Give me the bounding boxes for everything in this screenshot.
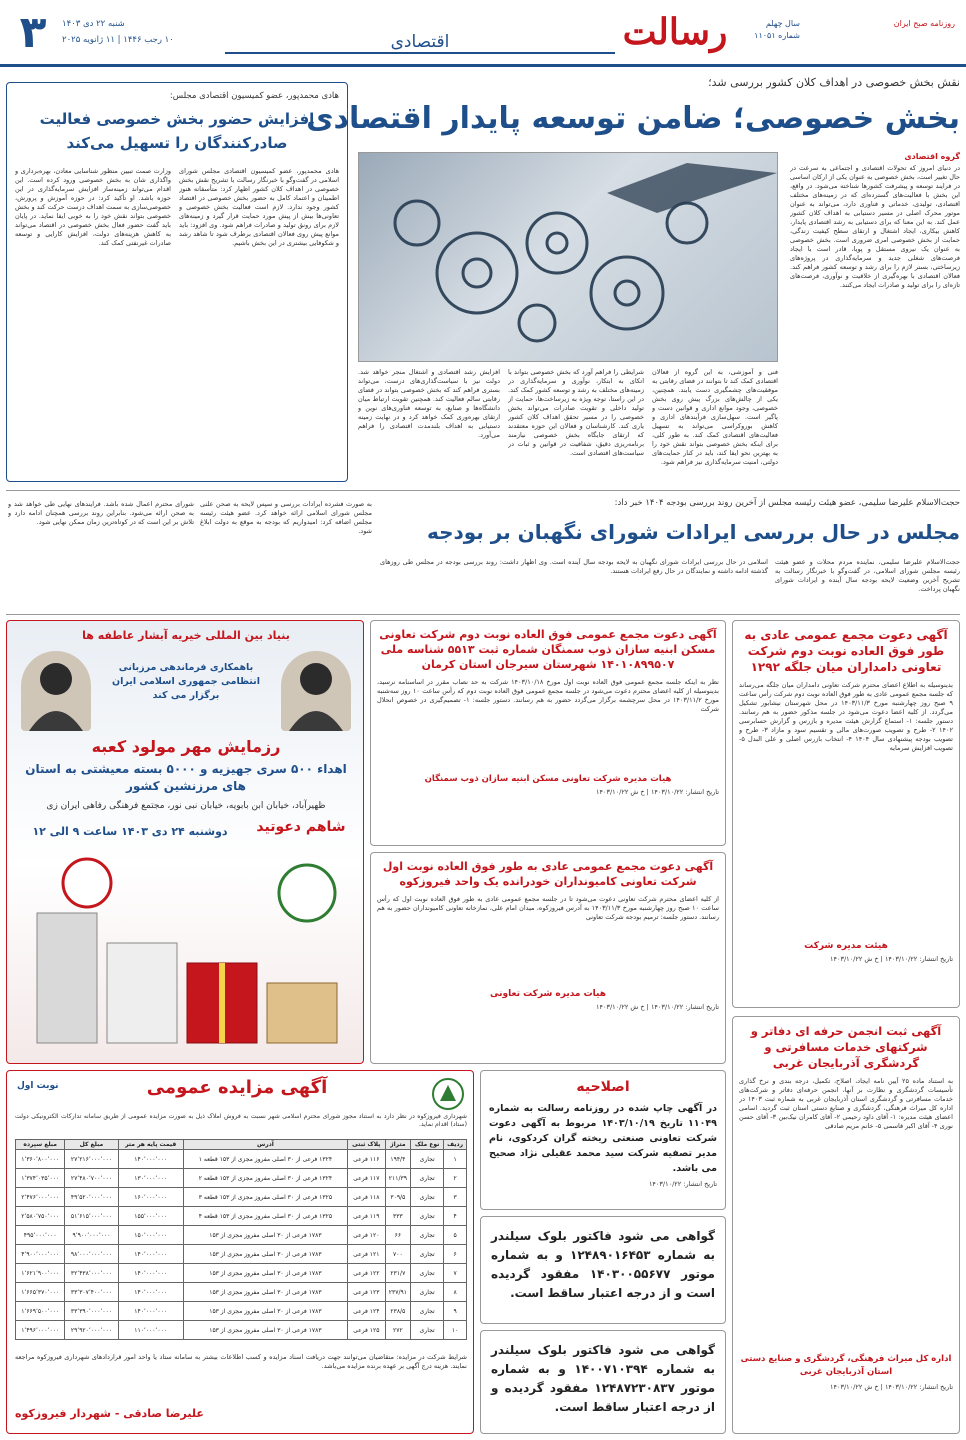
table-cell: ۲۱۱/۳۹: [385, 1169, 410, 1188]
ad-tourism-signature: اداره کل میراث فرهنگی، گردشگری و صنایع دستی استان آذربایجان غربی: [740, 1354, 952, 1377]
table-row: [16, 1188, 467, 1207]
ad-dairy-signature: هیئت مدیره شرکت: [804, 941, 888, 951]
table-cell: ۸: [444, 1283, 467, 1302]
table-cell: ۱٬۶۲۱٬۹۰۰٬۰۰۰: [16, 1264, 65, 1283]
side-col1: هادی محمدپور، عضو کمیسیون اقتصادی مجلس شورای اسلامی در گفت‌وگو با خبرنگار رسالت با تشریح نقش بخش خصوصی در اهداف کلان کشور اظهار کرد: متأسفانه هنوز اطمینان و اعتماد کامل به حضور بخش خصوصی در اقتصاد کشور وجود ندارد. لازم است فعالیت بخش خصوصی و تعاونی‌ها بیش از پیش مورد حمایت قرار گیرد و زمینه‌های لازم برای رونق تولید و صادرات فراهم شود. وی افزود: باید موانع پیش روی فعالان اقتصادی برطرف شود تا شاهد رشد و شکوفایی بیشتری در این بخش باشیم.: [179, 167, 339, 247]
ad-tourism-title: آگهی ثبت انجمن حرفه ای دفاتر و شرکتهای خدمات مسافرتی و گردشگری آذربایجان غربی: [750, 1024, 942, 1070]
table-cell: تجاری: [411, 1226, 444, 1245]
ad-truck-coop: [370, 852, 726, 1064]
table-cell: ۱۲۴ فرعی: [347, 1302, 385, 1321]
promo-time: دوشنبه ۲۴ دی ۱۴۰۳ ساعت ۹ الی ۱۲: [32, 825, 228, 838]
promo-gift: اهداء ۵۰۰ سری جهیزیه و ۵۰۰۰ بسته معیشتی به استان های مرزنشین کشور: [25, 762, 347, 793]
auction-header-cell: مبلغ سپرده: [16, 1140, 65, 1150]
table-cell: ۱۷۸۳ فرعی از ۳۰ اصلی مفروز مجزی از ۱۵۳: [183, 1264, 347, 1283]
table-cell: ۱۴۰٬۰۰۰٬۰۰۰: [118, 1150, 183, 1169]
table-cell: ۲۷٬۴۸۰٬۷۰۰٬۰۰۰: [65, 1169, 118, 1188]
table-cell: ۵: [444, 1226, 467, 1245]
ad-housing-dates: تاریخ انتشار: ۱۴۰۳/۱۰/۲۲ | خ ش ۱۴۰۳/۱۰/۲۲: [596, 788, 719, 796]
table-cell: ۵۱٬۶۱۵٬۰۰۰٬۰۰۰: [65, 1207, 118, 1226]
table-cell: ۱۴۰٬۰۰۰٬۰۰۰: [118, 1264, 183, 1283]
table-cell: تجاری: [411, 1188, 444, 1207]
table-cell: ۱۱۷ فرعی: [347, 1169, 385, 1188]
side-title: افزایش حضور بخش خصوصی فعالیت صادرکنندگان را تسهیل می‌کند: [39, 110, 315, 152]
table-cell: ۱۳۲۴ فرعی از ۳۰ اصلی مفروز مجزی از ۱۵۳ قطعه ۲: [183, 1169, 347, 1188]
table-cell: ۱۵۵٬۰۰۰٬۰۰۰: [118, 1207, 183, 1226]
table-cell: ۱۷۸۳ فرعی از ۳۰ اصلی مفروز مجزی از ۱۵۳: [183, 1302, 347, 1321]
section-title-bar: [225, 30, 615, 54]
table-cell: تجاری: [411, 1302, 444, 1321]
table-cell: ۱۱۶ فرعی: [347, 1150, 385, 1169]
table-cell: ۱۴۰٬۰۰۰٬۰۰۰: [118, 1245, 183, 1264]
table-row: [16, 1245, 467, 1264]
table-cell: ۶: [444, 1245, 467, 1264]
correction-notice: [480, 1070, 726, 1210]
table-cell: ۱۱۰٬۰۰۰٬۰۰۰: [118, 1321, 183, 1340]
ad-dairy-coop: [732, 620, 960, 1008]
ad-dairy-body: بدینوسیله به اطلاع اعضای محترم شرکت تعاونی دامداران میان جلگه می‌رساند که جلسه مجمع عمومی عادی به طور فوق العاده نوبت دوم شرکت رأس ساعت ۹ صبح روز چهارشنبه مورخ ۱۴۰۳/۱۱/۳ در محل شهرستان نیشابور تشکیل می‌گردد. از کلیه اعضا دعوت می‌شود در جلسه مذکور حضور به هم رسانند. دستور جلسه: ۱- استماع گزارش هیئت مدیره و بازرس و گزارش حسابرسی ۱۴۰۲ ۲- طرح و تصویب صورت‌های مالی و تقسیم سود و مازاد ۳- طرح و تصویب بودجه پیشنهادی سال ۱۴۰۴ ۴- انتخاب بازرس اصلی و علی البدل ۵- تصویب افزایش سرمایه: [739, 681, 953, 752]
table-cell: ۱۳۰٬۰۰۰٬۰۰۰: [118, 1169, 183, 1188]
promo-org: بنیاد بین المللی خیریه آبشار عاطفه ها: [82, 629, 290, 642]
table-cell: ۳: [444, 1188, 467, 1207]
table-cell: ۱۴۰٬۰۰۰٬۰۰۰: [118, 1302, 183, 1321]
side-byline: هادی محمدپور، عضو کمیسیون اقتصادی مجلس:: [169, 91, 339, 101]
lead-title: بخش خصوصی؛ ضامن توسعه پایدار اقتصادی: [306, 101, 960, 136]
table-cell: ۹۸٬۰۰۰٬۰۰۰٬۰۰۰: [65, 1245, 118, 1264]
section-title: اقتصادی: [390, 32, 450, 52]
charity-promo: [6, 620, 364, 1064]
table-row: [16, 1150, 467, 1169]
auction-notice: [6, 1070, 474, 1434]
correction-dates: تاریخ انتشار: ۱۴۰۳/۱۰/۲۲: [648, 1180, 717, 1188]
table-cell: ۶۶: [385, 1226, 410, 1245]
table-cell: ۷: [444, 1264, 467, 1283]
auction-header-cell: ردیف: [444, 1140, 467, 1150]
majlis-col2: اسلامی در حال بررسی ایرادات شورای نگهبان به لایحه بودجه سال آینده است. وی اظهار داشت: روند بررسی بودجه در مجلس طی روزهای گذشته ادامه داشته و نمایندگان در حال رفع ایرادات هستند.: [380, 558, 768, 575]
municipality-logo-icon: [431, 1077, 465, 1111]
table-cell: ۱۳۲۵ فرعی از ۳۰ اصلی مفروز مجزی از ۱۵۳ قطعه ۳: [183, 1188, 347, 1207]
table-cell: تجاری: [411, 1321, 444, 1340]
ad-truck-title: آگهی دعوت مجمع عمومی عادی به طور فوق العاده نوبت اول شرکت تعاونی کامیونداران خودرانده یک واحد فیروزکوه: [382, 860, 714, 888]
ad-dairy-dates: تاریخ انتشار: ۱۴۰۳/۱۰/۲۲ | خ ش ۱۴۰۳/۱۰/۲۲: [830, 955, 953, 963]
lost-notice-2: [480, 1330, 726, 1434]
table-cell: ۷۰۰: [385, 1245, 410, 1264]
majlis-title: مجلس در حال بررسی ایرادات شورای نگهبان بر بودجه: [426, 520, 960, 544]
majlis-kicker: حجت‌الاسلام علیرضا سلیمی، عضو هیئت رئیسه مجلس از آخرین روند بررسی بودجه ۱۴۰۴ خبر داد:: [614, 498, 960, 508]
table-row: [16, 1226, 467, 1245]
table-cell: ۱۷۸۳ فرعی از ۳۰ اصلی مفروز مجزی از ۱۵۳: [183, 1321, 347, 1340]
side-article: [6, 82, 348, 482]
portrait-icon: [21, 651, 91, 731]
lead-col1: در دنیای امروز که تحولات اقتصادی و اجتماعی به سرعت در حال تغییر است، بخش خصوصی به عنوان یکی از ارکان اساسی در فرایند توسعه و پیشرفت کشورها شناخته می‌شود. در واقع، این بخش با فعالیت‌های گسترده‌ای که در زمینه‌های مختلف اقتصادی، تولیدی، خدماتی و فناوری دارد، می‌تواند به عنوان موتور محرک اصلی در مسیر دستیابی به اهداف کلان کشور عمل کند. به این معنا که برای دستیابی به رشد اقتصادی پایدار، کاهش بیکاری، ایجاد اشتغال و ارتقای سطح کیفیت زندگی، حمایت از بخش خصوصی امری ضروری است. بخش خصوصی به عنوان یک نیروی مستقل و پویا، قادر است با ایجاد فرصت‌های شغلی جدید و سرمایه‌گذاری در پروژه‌های زیرساختی، بستر لازم را برای رشد و توسعه کشور فراهم کند. فعالان اقتصادی با بهره‌گیری از خلاقیت و نوآوری، فرصت‌های تازه‌ای را برای تولید و صادرات ایجاد می‌کنند.: [790, 164, 960, 289]
promo-portrait-left: [21, 651, 91, 731]
table-cell: ۱۲۲ فرعی: [347, 1264, 385, 1283]
table-cell: ۹٬۹۰۰٬۰۰۰٬۰۰۰: [65, 1226, 118, 1245]
promo-event: رزمایش مهر مولود کعبه: [91, 737, 281, 756]
table-row: [16, 1207, 467, 1226]
table-cell: تجاری: [411, 1283, 444, 1302]
table-row: [16, 1264, 467, 1283]
table-cell: ۱۲۵ فرعی: [347, 1321, 385, 1340]
table-cell: تجاری: [411, 1207, 444, 1226]
correction-title: اصلاحیه: [576, 1079, 630, 1095]
table-row: [16, 1321, 467, 1340]
auction-round: نوبت اول: [17, 1081, 59, 1091]
lead-col3: شرایطی را فراهم آورد که بخش خصوصی بتواند با اتکای به ابتکار، نوآوری و سرمایه‌گذاری در زمینه‌های مختلف به رشد و توسعه کشور کمک کند. در این راستا، توجه ویژه به زیرساخت‌ها، حمایت از تولید داخلی و تقویت صادرات می‌تواند بخش خصوصی را در مسیر تحقق اهداف کلان کشور یاری کند. کارشناسان و فعالان این حوزه معتقدند که ارتقای جایگاه بخش خصوصی نیازمند برنامه‌ریزی دقیق، شفافیت در قوانین و ثبات در سیاست‌های اقتصادی است.: [508, 368, 644, 457]
gifts-illustration: [27, 853, 347, 1053]
table-cell: ۱٬۶۶۹٬۵۰۰٬۰۰۰: [16, 1302, 65, 1321]
table-row: [16, 1283, 467, 1302]
table-row: [16, 1302, 467, 1321]
table-cell: ۱۶۰٬۰۰۰٬۰۰۰: [118, 1188, 183, 1207]
auction-table: [15, 1139, 467, 1340]
table-cell: ۲۳۷/۹۱: [385, 1283, 410, 1302]
lead-kicker: نقش بخش خصوصی در اهداف کلان کشور بررسی شد؛: [708, 76, 960, 89]
table-cell: ۱۷۸۳ فرعی از ۳۰ اصلی مفروز مجزی از ۱۵۳: [183, 1245, 347, 1264]
ad-dairy-title: آگهی دعوت مجمع عمومی عادی به طور فوق العاده نوبت دوم شرکت تعاونی دامداران میان جلگه ۱۲۹۲: [744, 628, 948, 674]
auction-notes: شرایط شرکت در مزایده: متقاضیان می‌توانند جهت دریافت اسناد مزایده و کسب اطلاعات بیشتر به سامانه ستاد یا واحد امور قراردادهای شهرداری فیروزکوه مراجعه نمایند. هزینه درج آگهی بر عهده برنده مزایده می‌باشد.: [15, 1353, 467, 1370]
ad-housing-title: آگهی دعوت مجمع عمومی فوق العاده نوبت دوم شرکت تعاونی مسکن ابنیه سازان ذوب سمنگان شماره ثبت ۵۵۱۳ شناسه ملی ۱۴۰۱۰۸۹۹۵۰۷ شهرستان سیرجان استان کرمان: [379, 628, 717, 671]
table-cell: ۱۲۳ فرعی: [347, 1283, 385, 1302]
table-cell: ۳۳۳: [385, 1207, 410, 1226]
table-row: [16, 1169, 467, 1188]
gears-illustration: [358, 153, 777, 362]
table-cell: ۱٬۶۶۵٬۳۷۰٬۰۰۰: [16, 1283, 65, 1302]
auction-signature: علیرضا صادقی - شهردار فیروزکوه: [15, 1407, 204, 1420]
table-cell: ۱۲۱ فرعی: [347, 1245, 385, 1264]
table-cell: ۱۵۰٬۰۰۰٬۰۰۰: [118, 1226, 183, 1245]
table-cell: ۱۷۸۳ فرعی از ۳۰ اصلی مفروز مجزی از ۱۵۳: [183, 1283, 347, 1302]
table-cell: ۹: [444, 1302, 467, 1321]
ad-truck-signature: هیات مدیره شرکت تعاونی: [490, 989, 606, 999]
promo-place: ظهیرآباد، خیابان ابن بابویه، خیابان نبی نور، مجتمع فرهنگی رفاهی ایران زی: [46, 801, 326, 811]
table-cell: ۱٬۳۶۰٬۸۰۰٬۰۰۰: [16, 1150, 65, 1169]
table-cell: ۲۷۲: [385, 1321, 410, 1340]
table-cell: ۲۳۱/۷: [385, 1264, 410, 1283]
portrait-icon: [281, 651, 351, 731]
table-cell: ۲: [444, 1169, 467, 1188]
table-cell: ۲۹٬۹۲۰٬۰۰۰٬۰۰۰: [65, 1321, 118, 1340]
table-cell: تجاری: [411, 1150, 444, 1169]
date-hijri-gregorian: ۱۰ رجب ۱۴۴۶ | ۱۱ ژانویه ۲۰۲۵: [62, 35, 174, 45]
table-cell: ۱: [444, 1150, 467, 1169]
table-cell: ۳۳٬۳۰۷٬۴۰۰٬۰۰۰: [65, 1283, 118, 1302]
lost-notice-2-body: گواهی می شود فاکتور بلوک سیلندر به شماره ۱۴۰۰۷۱۰۳۹۴ و به شماره موتور ۱۲۴۸۷۲۳۰۸۳۷ مفقود گردیده و از درجه اعتبار ساقط است.: [491, 1343, 715, 1414]
ad-housing-signature: هیات مدیره شرکت تعاونی مسکن ابنیه سازان ذوب سمنگان: [424, 774, 672, 784]
logo-subtitle: روزنامه صبح ایران: [893, 19, 955, 28]
table-cell: ۴۹۵٬۰۰۰٬۰۰۰: [16, 1226, 65, 1245]
promo-tagline: شاهم دعوتید: [256, 819, 346, 835]
majlis-col1: حجت‌الاسلام علیرضا سلیمی، نماینده مردم محلات و عضو هیئت رئیسه مجلس شورای اسلامی، در گفت‌وگو با خبرنگار رسالت به تشریح آخرین وضعیت لایحه بودجه سال آینده و ایرادات شورای نگهبان پرداخت.: [775, 558, 960, 593]
logo: رسالت: [622, 11, 728, 53]
auction-header-cell: آدرس: [183, 1140, 347, 1150]
majlis-col3: به صورت فشرده ایرادات بررسی و سپس لایحه به صحن علنی مجلس شورای اسلامی ارائه خواهد کرد. عضو هیئت رئیسه مجلس اضافه کرد: امیدواریم که بودجه به موقع به دولت ابلاغ شود.: [200, 500, 372, 535]
promo-portrait-right: [281, 651, 351, 731]
ad-tourism-dates: تاریخ انتشار: ۱۴۰۳/۱۰/۲۲ | خ ش ۱۴۰۳/۱۰/۲۲: [830, 1383, 953, 1391]
lead-col4: افزایش رشد اقتصادی و اشتغال منجر خواهد شد. دولت نیز با سیاست‌گذاری‌های درست، می‌تواند بستری فراهم کند که بخش خصوصی بتواند در فضای رقابتی سالم فعالیت کند. همچنین تقویت ارتباط میان دانشگاه‌ها و صنایع، به توسعه فناوری‌های نوین و ارتقای بهره‌وری کمک خواهد کرد و در نهایت زمینه دستیابی به اهداف بلندمدت اقتصادی را فراهم می‌آورد.: [358, 368, 500, 439]
table-cell: ۱۹۴/۴: [385, 1150, 410, 1169]
auction-intro: شهرداری فیروزکوه در نظر دارد به استناد مجوز شورای محترم اسلامی شهر نسبت به فروش املاک ذیل به صورت مزایده عمومی از طریق سامانه تدارکات الکترونیکی دولت (ستاد) اقدام نماید.: [15, 1113, 467, 1128]
table-cell: ۱٬۳۷۴٬۰۳۵٬۰۰۰: [16, 1169, 65, 1188]
lost-notice-1: [480, 1216, 726, 1324]
table-cell: ۱۳۲۵ فرعی از ۳۰ اصلی مفروز مجزی از ۱۵۳ قطعه ۴: [183, 1207, 347, 1226]
table-cell: تجاری: [411, 1169, 444, 1188]
lead-image: [358, 152, 778, 362]
table-cell: ۲۳۸/۵: [385, 1302, 410, 1321]
auction-header-cell: نوع ملک: [411, 1140, 444, 1150]
auction-header-cell: قیمت پایه هر متر: [118, 1140, 183, 1150]
table-cell: ۴٬۹۰۰٬۰۰۰٬۰۰۰: [16, 1245, 65, 1264]
issue-date: [62, 16, 212, 52]
issue-year: سال چهلم: [765, 19, 800, 28]
lead-byline: گروه اقتصادی: [904, 152, 960, 161]
table-cell: ۲٬۴۷۶٬۰۰۰٬۰۰۰: [16, 1188, 65, 1207]
auction-header-cell: پلاک ثبتی: [347, 1140, 385, 1150]
majlis-col4: شورای محترم اعمال شده باشد. فرایندهای نهایی طی خواهد شد و به صحن ارائه می‌شود. بنابراین روند بررسی همچنان ادامه دارد و تلاش بر این است که در کوتاه‌ترین زمان ممکن نهایی شود.: [8, 500, 194, 526]
auction-header-cell: مبلغ کل: [65, 1140, 118, 1150]
table-cell: ۲۷٬۲۱۶٬۰۰۰٬۰۰۰: [65, 1150, 118, 1169]
lost-notice-1-body: گواهی می شود فاکتور بلوک سیلندر به شماره ۱۲۴۸۹۰۱۶۴۵۳ و به شماره موتور ۱۴۰۳۰۰۵۵۶۷۷ مفقود گردیده است و از درجه اعتبار ساقط است.: [491, 1229, 716, 1300]
table-cell: ۱۰: [444, 1321, 467, 1340]
promo-with: باهمکاری فرماندهی مرزبانی انتظامی جمهوری اسلامی ایران برگزار می کند: [112, 662, 260, 701]
table-cell: ۱۳۲۴ فرعی از ۳۰ اصلی مفروز مجزی از ۱۵۳ قطعه ۱: [183, 1150, 347, 1169]
auction-header-cell: متراژ: [385, 1140, 410, 1150]
ad-truck-body: از کلیه اعضای محترم شرکت تعاونی دعوت می‌شود تا در جلسه مجمع عمومی عادی به طور فوق العاده نوبت اول که رأس ساعت ۱۰ صبح روز چهارشنبه مورخ ۱۴۰۳/۱۱/۳ به آدرس فیروزکوه، میدان امام علی، نمازخانه تعاونی کامیونداران حضور به هم رسانند. دستور جلسه: ترمیم بودجه شرکت تعاونی: [377, 895, 719, 921]
masthead: [0, 0, 966, 66]
ad-tourism-body: به استناد ماده ۲۵ آیین نامه ایجاد، اصلاح، تکمیل، درجه بندی و نرخ گذاری تأسیسات گردشگری و نظارت بر آنها، انجمن حرفه‌ای دفاتر و شرکت‌های خدمات مسافرتی و گردشگری استان آذربایجان غربی به شماره ثبت ۱۴۰۳ در اداره کل میراث فرهنگی، گردشگری و صنایع دستی استان ثبت گردید. اسامی اعضای هیئت مدیره: ۱- آقای داود رحیمی ۲- آقای کامران نیک‌بین ۳- آقای حسن نوری ۴- آقای اکبر قاسمی ۵- خانم مریم صادقی: [739, 1077, 953, 1130]
ad-truck-dates: تاریخ انتشار: ۱۴۰۳/۱۰/۲۲ | خ ش ۱۴۰۳/۱۰/۲۲: [596, 1003, 719, 1011]
issue-number: شماره ۱۱۰۵۱: [754, 31, 800, 40]
ad-housing-coop: [370, 620, 726, 846]
table-cell: ۱۲۰ فرعی: [347, 1226, 385, 1245]
table-cell: ۱۷۸۳ فرعی از ۳۰ اصلی مفروز مجزی از ۱۵۳: [183, 1226, 347, 1245]
date-persian: شنبه ۲۲ دی ۱۴۰۳: [62, 19, 125, 29]
table-cell: تجاری: [411, 1264, 444, 1283]
side-col2: وزارت صمت تبیین منظور شناسایی معادن، بهره‌برداری و واگذاری شان به بخش خصوصی ورود کرده است. این اقدام می‌تواند زمینه‌ساز افزایش سرمایه‌گذاری در این حوزه باشد. او تأکید کرد: در حوزه آموزش و پرورش، خصوصی‌سازی به سمت اهداف درست حرکت کند و بخش خصوصی بتواند نقش خود را به خوبی ایفا نماید. در پایان باید گفت حضور فعال بخش خصوصی در اقتصاد می‌تواند به کاهش هزینه‌های دولت، افزایش کارایی و توسعه صادرات غیرنفتی کمک کند.: [15, 167, 171, 247]
table-cell: ۲٬۵۸۰٬۷۵۰٬۰۰۰: [16, 1207, 65, 1226]
table-cell: ۳۰۹/۵: [385, 1188, 410, 1207]
table-cell: ۱۱۹ فرعی: [347, 1207, 385, 1226]
table-cell: ۱۴۰٬۰۰۰٬۰۰۰: [118, 1283, 183, 1302]
ad-housing-body: نظر به اینکه جلسه مجمع عمومی فوق العاده نوبت اول مورخ ۱۴۰۳/۱۰/۱۸ شرکت به حد نصاب مقرر در اساسنامه نرسید، بدینوسیله از کلیه اعضای محترم دعوت می‌شود در جلسه مجمع عمومی فوق العاده نوبت دوم که رأس ساعت ۱۰ روز سه‌شنبه مورخ ۱۴۰۳/۱۱/۲ در محل سرچشمه برگزار می‌گردد حضور به هم رسانند. دستور جلسه: ۱- تصمیم‌گیری در خصوص انحلال شرکت: [377, 678, 719, 713]
table-cell: تجاری: [411, 1245, 444, 1264]
table-cell: ۳۳٬۳۹۰٬۰۰۰٬۰۰۰: [65, 1302, 118, 1321]
correction-body: در آگهی چاپ شده در روزنامه رسالت به شماره ۱۱۰۴۹ تاریخ ۱۴۰۳/۱۰/۱۹ مربوط به آگهی دعوت شرکت تعاونی صنعتی ریخته گران کردکوی، نام مدیر تصفیه شرکت سید محمد عقیلی نژاد صحیح می باشد.: [489, 1103, 717, 1174]
auction-title: آگهی مزایده عمومی: [146, 1077, 328, 1098]
ad-tourism-association: [732, 1016, 960, 1434]
page-number: ۳: [19, 7, 47, 58]
table-cell: ۳۲٬۴۳۸٬۰۰۰٬۰۰۰: [65, 1264, 118, 1283]
table-cell: ۱٬۴۹۶٬۰۰۰٬۰۰۰: [16, 1321, 65, 1340]
table-cell: ۱۱۸ فرعی: [347, 1188, 385, 1207]
table-cell: ۴۹٬۵۲۰٬۰۰۰٬۰۰۰: [65, 1188, 118, 1207]
lead-col2: فنی و آموزشی، به این گروه از فعالان اقتصادی کمک کند تا بتوانند در فضای رقابتی به موفقیت‌های چشمگیری دست یابند. همچنین، یکی از چالش‌های بزرگ پیش روی بخش خصوصی، وجود موانع اداری و قوانین دست و پاگیر است. سهل‌سازی فرآیندهای اداری و کاهش بوروکراسی می‌تواند به تسهیل فعالیت‌های اقتصادی کمک کند. به طور کلی، برای اینکه بخش خصوصی بتواند نقش خود را به بهترین نحو ایفا کند، باید در کنار حمایت‌های دولتی، امنیت سرمایه‌گذاری نیز فراهم شود.: [652, 368, 778, 466]
table-cell: ۴: [444, 1207, 467, 1226]
